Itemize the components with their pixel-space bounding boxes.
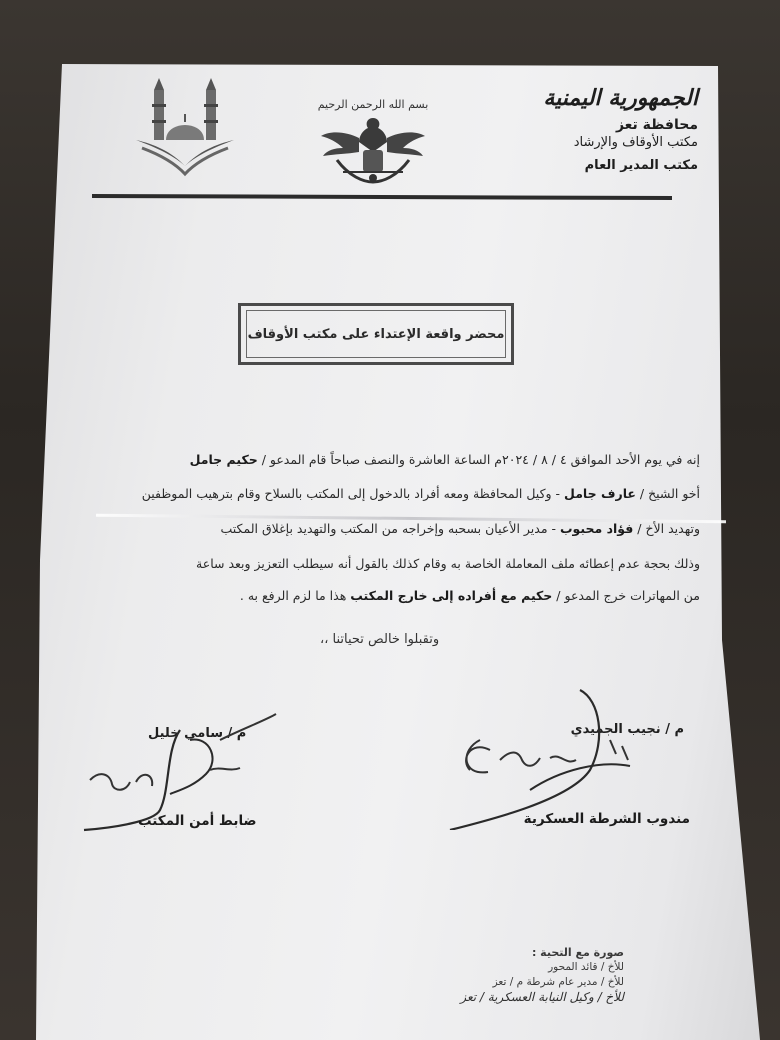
national-emblem	[308, 98, 438, 190]
letterhead-republic: الجمهورية اليمنية	[543, 86, 698, 111]
subject-title: محضر واقعة الإعتداء على مكتب الأوقاف	[246, 310, 506, 358]
eagle-emblem-icon	[313, 112, 433, 188]
body-line-3	[140, 521, 700, 536]
signature-role-left: ضابط أمن المكتب	[138, 813, 257, 829]
letterhead-office: مكتب الأوقاف والإرشاد	[573, 135, 698, 150]
letterhead-director: مكتب المدير العام	[584, 158, 698, 173]
basmala-text: بسم الله الرحمن الرحيم	[317, 98, 429, 111]
body-text: من المهاترات خرج المدعو /	[552, 588, 700, 603]
cc-list	[460, 945, 624, 1005]
subject-box	[238, 303, 514, 365]
body-text: هذا ما لزم الرفع به .	[239, 588, 351, 603]
body-line-2	[140, 486, 700, 501]
signature-name-right: م / نجيب الجميدي	[570, 722, 684, 737]
body-text: وتهديد الأخ /	[633, 521, 700, 536]
body-text: أخو الشيخ /	[635, 486, 700, 501]
person-name: فؤاد محبوب	[559, 521, 634, 536]
cc-title: صورة مع التحية :	[531, 946, 624, 959]
person-name: حكيم مع أفراده إلى خارج المكتب	[350, 588, 553, 603]
cc-item: للأخ / مدير عام شرطة م / تعز	[492, 976, 624, 988]
cc-item: للأخ / وكيل النيابة العسكرية / تعز	[460, 990, 624, 1004]
letterhead-governorate: محافظة تعز	[615, 117, 698, 133]
body-line-5	[140, 588, 700, 603]
signature-name-left: م / سامي خليل	[148, 726, 247, 741]
cc-item: للأخ / قائد المحور	[548, 961, 624, 973]
body-line-1	[140, 452, 700, 467]
body-text: - مدير الأعيان بسحبه وإخراجه من المكتب والتهديد بإغلاق المكتب	[220, 521, 560, 536]
letterhead	[498, 86, 698, 173]
body-text: - وكيل المحافظة ومعه أفراد بالدخول إلى المكتب بالسلاح وقام بترهيب الموظفين	[141, 486, 565, 501]
person-name: عارف جامل	[564, 486, 636, 501]
closing-greeting: وتقبلوا خالص تحياتنا ،،	[320, 632, 440, 647]
awqaf-mosque-logo-icon	[132, 74, 242, 184]
body-line-4: وذلك بحجة عدم إعطائه ملف المعاملة الخاصة به وقام كذلك بالقول أنه سيطلب التعزيز وبعد ساعة	[196, 556, 700, 571]
signature-role-right: مندوب الشرطة العسكرية	[523, 811, 690, 827]
body-text: إنه في يوم الأحد الموافق ٤ / ٨ / ٢٠٢٤م الساعة العاشرة والنصف صباحاً قام المدعو /	[257, 452, 700, 467]
person-name: حكيم جامل	[189, 452, 258, 467]
